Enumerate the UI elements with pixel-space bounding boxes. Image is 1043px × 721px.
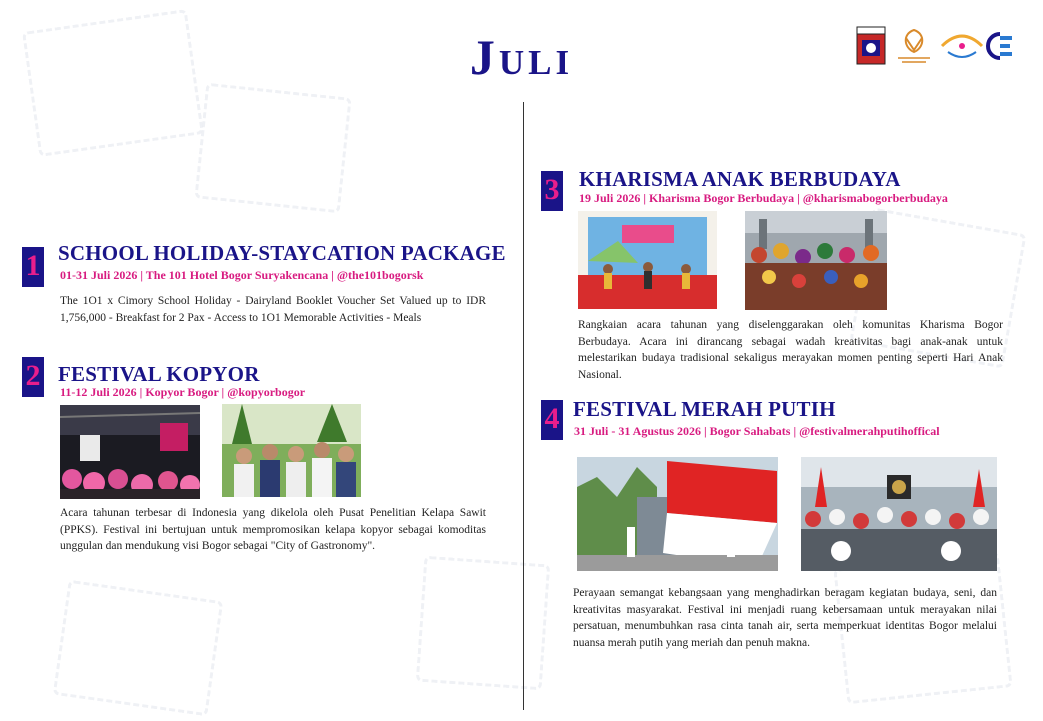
- pesona-logo: [892, 26, 936, 66]
- event-title: SCHOOL HOLIDAY-STAYCATION PACKAGE: [58, 241, 506, 265]
- event-photo: [801, 457, 997, 571]
- event-photo: [60, 405, 200, 499]
- event-description: Perayaan semangat kebangsaan yang menghadirkan beragam kegiatan budaya, seni, dan kreativitas masyarakat. Festival ini menjadi ruang kebersamaan untuk merayakan nilai persatuan, menumbuhkan rasa cinta tanah air, serta memperkuat identitas Bogor melalui nuansa merah putih yang meriah dan penuh makna.: [573, 587, 997, 649]
- event-number: 3: [541, 171, 563, 211]
- event-meta: 01-31 Juli 2026 | The 101 Hotel Bogor Suryakencana | @the101bogorsk: [60, 268, 424, 282]
- event-title: FESTIVAL KOPYOR: [58, 362, 260, 386]
- event-description: Acara tahunan terbesar di Indonesia yang dikelola oleh Pusat Penelitian Kelapa Sawit (PPKS). Festival ini bertujuan untuk mempromosikan kelapa kopyor sebagai komoditas unggulan dan mendukung visi Bogor sebagai "City of Gastronomy".: [60, 507, 486, 552]
- event-meta: 11-12 Juli 2026 | Kopyor Bogor | @kopyorbogor: [60, 385, 306, 399]
- event-photo: [577, 457, 778, 571]
- event-meta: 19 Juli 2026 | Kharisma Bogor Berbudaya | @kharismabogorberbudaya: [579, 191, 948, 205]
- bg-stamp: [53, 580, 224, 717]
- event-photo: [222, 404, 361, 497]
- bg-stamp: [416, 556, 550, 690]
- smiling-bogor-city-logo: [938, 26, 986, 66]
- ce-logo: [986, 28, 1014, 68]
- event-photo: [745, 211, 887, 310]
- bg-stamp: [194, 83, 351, 214]
- logo-bar: [856, 26, 1016, 68]
- page-title: Juli: [469, 29, 574, 85]
- event-number: 1: [22, 247, 44, 287]
- event-photo: [578, 211, 717, 309]
- kota-bogor-logo: [856, 26, 886, 66]
- event-meta: 31 Juli - 31 Agustus 2026 | Bogor Sahabats | @festivalmerahputihoffical: [574, 424, 940, 438]
- event-title: KHARISMA ANAK BERBUDAYA: [579, 167, 901, 191]
- event-number: 2: [22, 357, 44, 397]
- event-title: FESTIVAL MERAH PUTIH: [573, 397, 836, 421]
- event-description: The 1O1 x Cimory School Holiday - Dairyland Booklet Voucher Set Valued up to IDR 1,756,000 - Breakfast for 2 Pax - Access to 1O1 Memorable Activities - Meals: [60, 295, 486, 324]
- event-description: Rangkaian acara tahunan yang diselenggarakan oleh komunitas Kharisma Bogor Berbudaya. Acara ini dirancang sebagai wadah kreativitas bagi anak-anak untuk melestarikan budaya tradisional sekaligus merayakan momen penting seperti Hari Anak Nasional.: [578, 319, 1003, 381]
- column-divider: [523, 102, 524, 710]
- event-number: 4: [541, 400, 563, 440]
